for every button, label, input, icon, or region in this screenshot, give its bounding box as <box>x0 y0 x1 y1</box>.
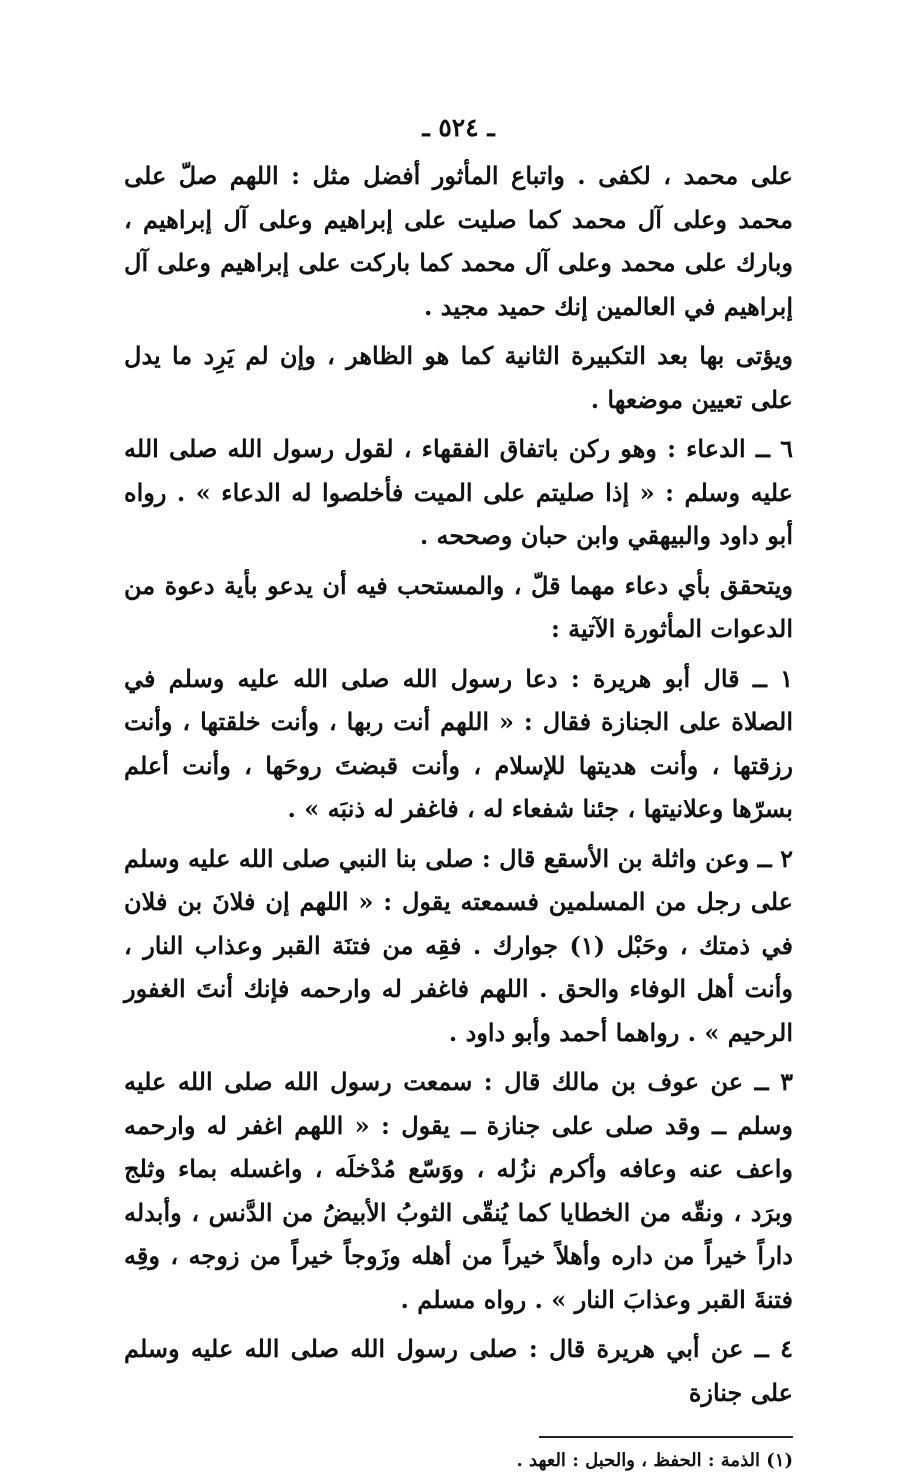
paragraph-hadith-2: ٢ ــ وعن واثلة بن الأسقع قال : صلى بنا النبي صلى الله عليه وسلم على رجل من المسلمين فسمعته يقول : « اللهم إن فلانَ بن فلان في ذمتك ، وحَبْل (١) جوارك . فقِه من فتنَة القبر وعذاب النار ، وأنت أهل الوفاء والحق . اللهم فاغفر له وارحمه فإنك أنتَ الغفور الرحيم » . رواهما أحمد وأبو داود . <box>124 843 794 1047</box>
paragraph-salat-ibrahimiyya: على محمد ، لكفى . واتباع المأثور أفضل مثل : اللهم صلّ على محمد وعلى آل محمد كما صليت على إبراهيم وعلى آل إبراهيم ، وبارك على محمد وعلى آل محمد كما باركت على إبراهيم وعلى آل إبراهيم في العالمين إنك حميد مجيد . <box>124 161 794 321</box>
footnote-divider <box>539 1436 793 1438</box>
paragraph-hadith-1: ١ ــ قال أبو هريرة : دعا رسول الله صلى الله عليه وسلم في الصلاة على الجنازة فقال : « اللهم أنت ربها ، وأنت خلقتها ، وأنت رزقتها ، وأنت هديتها للإسلام ، وأنت قبضتَ روحَها ، وأنت أعلم بسرّها وعلانيتها ، جئنا شفعاء له ، فاغفر له ذنبَه » . <box>124 663 793 823</box>
paragraph-dua-rukn: ٦ ــ الدعاء : وهو ركن باتفاق الفقهاء ، لقول رسول الله صلى الله عليه وسلم : « إذا صليتم على الميت فأخلصوا له الدعاء » . رواه أبو داود والبيهقي وابن حبان وصححه . <box>124 434 794 550</box>
page-number: ـ ٥٢٤ ـ <box>422 113 495 142</box>
paragraph-position: ويؤتى بها بعد التكبيرة الثانية كما هو الظاهر ، وإن لم يَرِد ما يدل على تعيين موضعها . <box>124 341 793 414</box>
footnote: (١) الذمة : الحفظ ، والحبل : العهد . <box>516 1450 793 1471</box>
paragraph-hadith-4: ٤ ــ عن أبي هريرة قال : صلى رسول الله صلى الله عليه وسلم على جنازة <box>124 1334 793 1407</box>
paragraph-mustahab: ويتحقق بأي دعاء مهما قلّ ، والمستحب فيه أن يدعو بأية دعوة من الدعوات المأثورة الآتية : <box>124 570 793 643</box>
paragraph-hadith-3: ٣ ــ عن عوف بن مالك قال : سمعت رسول الله صلى الله عليه وسلم ــ وقد صلى على جنازة ــ يقول : « اللهم اغفر له وارحمه واعف عنه وعافه وأكرم نزُله ، ووَسّع مُدْخلَه ، واغسله بماء وثلج وبرَد ، ونقّه من الخطايا كما يُنقّى الثوبُ الأبيضُ من الدَّنس ، وأبدله داراً خيراً من داره وأهلاً خيراً من أهله وزَوجاً خيراً من زوجه ، وقِه فتنةَ القبر وعذابَ النار » . رواه مسلم . <box>124 1067 793 1314</box>
